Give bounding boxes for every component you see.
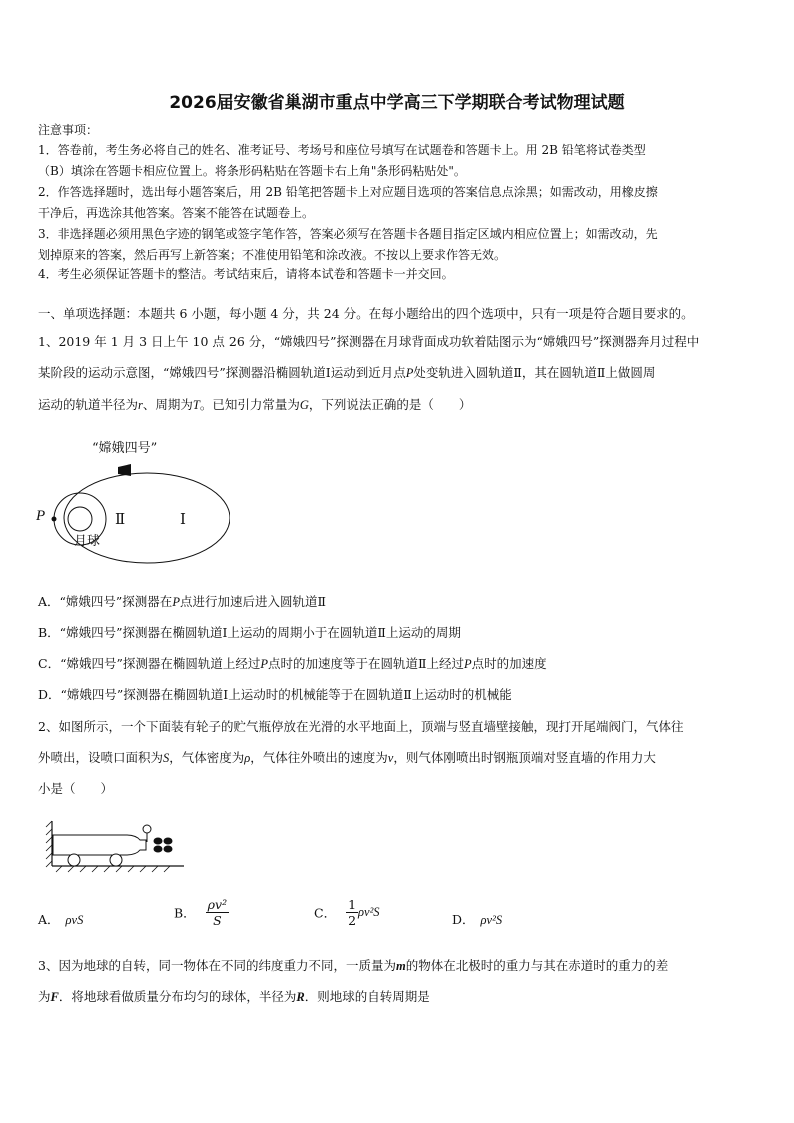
- gas-jet-4: [164, 846, 173, 853]
- gas-jet-2: [154, 846, 163, 853]
- wall-hatching: [46, 821, 52, 867]
- q2-option-c-fraction: $\frac{1}{2}$: [348, 897, 357, 928]
- notice-line-1: 1．答卷前，考生务必将自己的姓名、准考证号、考场号和座位号填写在试题卷和答题卡上。用 2B 铅笔将试卷类型: [38, 143, 646, 157]
- q2-option-c: C． $\frac{1}{2}$ ρv²S: [314, 897, 380, 928]
- notice-line-5: 3．非选择题必须用黑色字迹的钢笔或签字笔作答，答案必须写在答题卡各题目指定区域内相应位置上；如需改动，先: [38, 227, 658, 241]
- wheel-right: [110, 854, 122, 866]
- moon-label: 月球: [74, 534, 101, 549]
- notice-line-6: 划掉原来的答案，然后再写上新答案；不准使用铅笔和涂改液。不按以上要求作答无效。: [38, 248, 507, 262]
- section-heading: 一、单项选择题：本题共 6 小题，每小题 4 分，共 24 分。在每小题给出的四个选项中，只有一项是符合题目要求的。: [38, 306, 694, 321]
- q1-option-a: A．“嫦娥四号”探测器在P点进行加速后进入圆轨道Ⅱ: [38, 594, 326, 609]
- notice-heading: 注意事项：: [38, 123, 99, 137]
- orbit-2-label: Ⅱ: [115, 510, 126, 528]
- q3-line-2: 为F．将地球看做质量分布均匀的球体，半径为R．则地球的自转周期是: [38, 989, 430, 1004]
- valve-knob: [143, 825, 151, 833]
- moon-shape: [68, 507, 92, 531]
- q1-option-c: C．“嫦娥四号”探测器在椭圆轨道上经过P点时的加速度等于在圆轨道Ⅱ上经过P点时的加速度: [38, 656, 547, 671]
- cylinder-body: [53, 835, 146, 855]
- notice-line-7: 4．考生必须保证答题卡的整洁。考试结束后，请将本试卷和答题卡一并交回。: [38, 267, 454, 281]
- point-p-dot: [52, 517, 57, 522]
- notice-line-3: 2．作答选择题时，选出每小题答案后，用 2B 铅笔把答题卡上对应题目选项的答案信息点涂黑；如需改动，用橡皮擦: [38, 185, 658, 199]
- notice-line-4: 干净后，再选涂其他答案。答案不能答在试题卷上。: [38, 206, 315, 220]
- q1-line-1: 1、2019 年 1 月 3 日上午 10 点 26 分，“嫦娥四号”探测器在月球背面成功软着陆图示为“嫦娥四号”探测器奔月过程中: [38, 334, 700, 349]
- q1-option-d: D．“嫦娥四号”探测器在椭圆轨道Ⅰ上运动时的机械能等于在圆轨道Ⅱ上运动时的机械能: [38, 687, 512, 702]
- q1-option-b: B．“嫦娥四号”探测器在椭圆轨道Ⅰ上运动的周期小于在圆轨道Ⅱ上运动的周期: [38, 625, 461, 640]
- q3-line-1: 3、因为地球的自转，同一物体在不同的纬度重力不同，一质量为m的物体在北极时的重力与其在赤道时的重力的差: [38, 958, 669, 973]
- notice-line-2: （B）填涂在答题卡相应位置上。将条形码粘贴在答题卡右上角"条形码粘贴处"。: [38, 164, 466, 178]
- gas-jet-3: [164, 838, 173, 845]
- q1-line-2: 某阶段的运动示意图，“嫦娥四号”探测器沿椭圆轨道Ⅰ运动到近月点P处变轨进入圆轨道Ⅱ，其在圆轨道Ⅱ上做圆周: [38, 365, 656, 380]
- q2-option-b-fraction: $\frac{\text{ρv²}}{S}$: [207, 897, 228, 928]
- orbit-1-label: Ⅰ: [180, 510, 186, 528]
- q2-option-a: A． ρvS: [38, 912, 84, 927]
- page-title: 2026届安徽省巢湖市重点中学高三下学期联合考试物理试题: [169, 93, 625, 113]
- gas-jet-1: [154, 838, 163, 845]
- q2-option-d: D． ρv²S: [452, 912, 503, 927]
- q1-line-3: 运动的轨道半径为r、周期为T。已知引力常量为G，下列说法正确的是（ ）: [38, 397, 472, 412]
- q2-line-3: 小是（ ）: [38, 781, 114, 796]
- ground-hatching: [56, 866, 170, 872]
- wheel-left: [68, 854, 80, 866]
- gas-cylinder-diagram: [44, 818, 194, 873]
- q2-line-2: 外喷出，设喷口面积为S，气体密度为ρ，气体往外喷出的速度为v，则气体刚喷出时钢瓶顶端对竖直墙的作用力大: [38, 750, 656, 765]
- gas-cylinder-svg: [44, 818, 194, 873]
- q2-line-1: 2、如图所示，一个下面装有轮子的贮气瓶停放在光滑的水平地面上，顶端与竖直墙壁接触，现打开尾端阀门，气体往: [38, 719, 684, 734]
- q2-option-b: B． $\frac{\text{ρv²}}{S}$: [174, 897, 228, 928]
- probe-shape: [118, 464, 131, 476]
- probe-label: “嫦娥四号”: [92, 441, 158, 456]
- point-p-label: P: [36, 508, 46, 524]
